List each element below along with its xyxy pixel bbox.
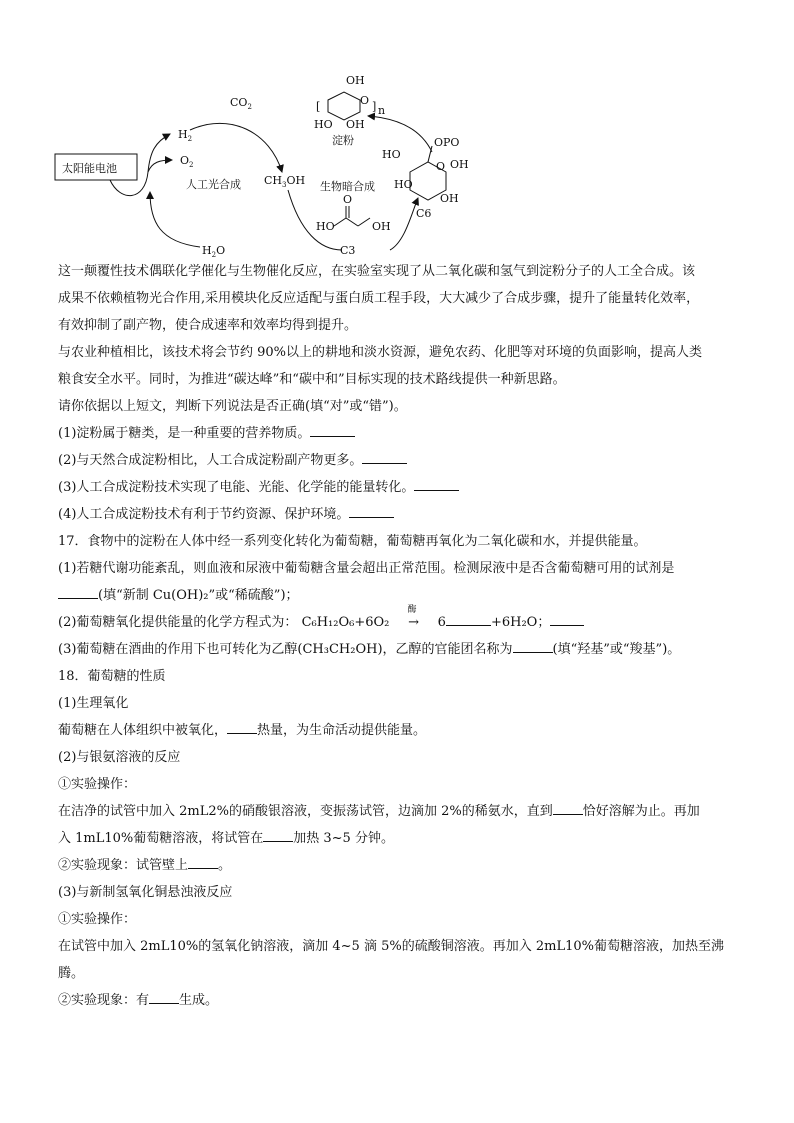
- q18-sub3-op: ①实验操作：: [58, 912, 137, 927]
- svg-text:]: ]: [372, 100, 377, 113]
- co2-label: $CO_2$: [230, 96, 252, 111]
- q18-sub3-phenomenon: ②实验现象：有 生成。: [58, 987, 748, 1014]
- arrow-c6-starch: [368, 116, 432, 152]
- svg-text:OH: OH: [450, 158, 469, 171]
- svg-text:HO: HO: [314, 118, 333, 131]
- passage: [58, 258, 748, 1014]
- svg-text:O: O: [343, 193, 353, 206]
- answer-blank[interactable]: [263, 827, 293, 842]
- q16-item-1: (1)淀粉属于糖类，是一种重要的营养物质。: [58, 420, 748, 447]
- q18-sub1: (1)生理氧化: [58, 696, 129, 711]
- answer-blank[interactable]: [58, 584, 98, 599]
- q18-sub2-phenomenon: ②实验现象：试管壁上 。: [58, 852, 748, 879]
- q18-sub2-line1: 在洁净的试管中加入 2mL2%的硝酸银溶液，变振荡试管，边滴加 2%的稀氨水，直到 恰好溶解为止。再加: [58, 798, 748, 825]
- svg-text:OPO: OPO: [434, 136, 460, 149]
- answer-blank[interactable]: [227, 719, 257, 734]
- artificial-photosynthesis-label: 人工光合成: [186, 178, 241, 191]
- h2o-label: $H_2O$: [202, 244, 226, 259]
- answer-blank[interactable]: [553, 800, 583, 815]
- answer-blank[interactable]: [310, 422, 355, 437]
- arrow-h2o: [150, 192, 200, 247]
- q18-sub2-op: ①实验操作：: [58, 777, 137, 792]
- bio-dark-synthesis-label: 生物暗合成: [320, 180, 375, 193]
- q18-sub3: (3)与新制氢氧化铜悬浊液反应: [58, 885, 233, 900]
- answer-blank[interactable]: [188, 854, 218, 869]
- c6-label: C6: [416, 207, 432, 220]
- svg-text:HO: HO: [394, 178, 413, 191]
- q16-item-2: (2)与天然合成淀粉相比，人工合成淀粉副产物更多。: [58, 447, 748, 474]
- svg-text:n: n: [378, 104, 386, 117]
- svg-text:HO: HO: [382, 148, 401, 161]
- instruction-line: 请你依据以上短文，判断下列说法是否正确(填“对”或“错”)。: [58, 399, 407, 414]
- q18-sub1-text: 葡萄糖在人体组织中被氧化， 热量，为生命活动提供能量。: [58, 717, 748, 744]
- q18-sub3-line1: 在试管中加入 2mL10%的氢氧化钠溶液，滴加 4~5 滴 5%的硫酸铜溶液。再加入 2mL10%葡萄糖溶液，加热至沸: [58, 939, 724, 954]
- q17-part1-line1: (1)若糖代谢功能紊乱，则血液和尿液中葡萄糖含量会超出正常范围。检测尿液中是否含葡萄糖可用的试剂是: [58, 561, 675, 576]
- starch-label: 淀粉: [332, 134, 354, 147]
- q18-sub3-line2: 腾。: [58, 966, 85, 981]
- svg-text:[: [: [316, 100, 321, 113]
- answer-blank[interactable]: [362, 449, 407, 464]
- svg-text:O: O: [436, 160, 446, 173]
- ch3oh-label: $CH_3OH$: [264, 174, 306, 189]
- o2-label: $O_2$: [180, 154, 194, 169]
- svg-text:OH: OH: [372, 220, 391, 233]
- starch-structure: [314, 74, 385, 147]
- reaction-arrow: 酶 →: [407, 605, 419, 630]
- answer-blank[interactable]: [550, 611, 584, 626]
- paragraph-line: 粮食安全水平。同时，为推进“碳达峰”和“碳中和”目标实现的技术路线提供一种新思路。: [58, 372, 566, 387]
- arrow-to-ch3oh: [190, 123, 282, 172]
- q16-item-4: (4)人工合成淀粉技术有利于节约资源、保护环境。: [58, 501, 748, 528]
- q17-part1-line2: (填“新制 Cu(OH)₂”或“稀硫酸”)；: [58, 582, 748, 609]
- arrow-c3-c6: [390, 198, 418, 250]
- q18-sub2: (2)与银氨溶液的反应: [58, 750, 181, 765]
- q16-item-3: (3)人工合成淀粉技术实现了电能、光能、化学能的能量转化。: [58, 474, 748, 501]
- svg-text:OH: OH: [440, 192, 459, 205]
- answer-blank[interactable]: [349, 503, 394, 518]
- svg-text:O: O: [360, 94, 370, 107]
- h2-label: $H_2$: [178, 128, 193, 143]
- q18-stem: 18．葡萄糖的性质: [58, 669, 166, 684]
- paragraph-line: 成果不依赖植物光合作用,采用模块化反应适配与蛋白质工程手段，大大减少了合成步骤，提升了能量转化效率，: [58, 291, 700, 306]
- c6-structure: [382, 136, 469, 220]
- paragraph-line: 与农业种植相比，该技术将会节约 90%以上的耕地和淡水资源，避免农药、化肥等对环境的负面影响，提高人类: [58, 345, 703, 360]
- answer-blank[interactable]: [446, 611, 491, 626]
- answer-blank[interactable]: [414, 476, 459, 491]
- answer-blank[interactable]: [513, 638, 553, 653]
- q17-stem: 17．食物中的淀粉在人体中经一系列变化转化为葡萄糖，葡萄糖再氧化为二氧化碳和水，并提供能量。: [58, 534, 647, 549]
- paragraph-line: 有效抑制了副产物，使合成速率和效率均得到提升。: [58, 318, 358, 333]
- c3-label: C3: [340, 244, 356, 257]
- arrow-to-o2: [148, 160, 172, 172]
- starch-synthesis-diagram: [50, 72, 610, 262]
- q18-sub2-line2: 入 1mL10%葡萄糖溶液，将试管在 加热 3~5 分钟。: [58, 825, 748, 852]
- svg-text:HO: HO: [316, 220, 335, 233]
- paragraph-line: 这一颠覆性技术偶联化学催化与生物催化反应，在实验室实现了从二氧化碳和氢气到淀粉分子的人工全合成。该: [58, 264, 696, 279]
- answer-blank[interactable]: [149, 989, 179, 1004]
- svg-text:OH: OH: [346, 74, 365, 87]
- q17-part3: (3)葡萄糖在酒曲的作用下也可转化为乙醇(CH₃CH₂OH)，乙醇的官能团名称为 (填“羟基”或“羧基”)。: [58, 636, 748, 663]
- solar-cell-label: 太阳能电池: [62, 162, 117, 175]
- q17-part2: (2)葡萄糖氧化提供能量的化学方程式为： C₆H₁₂O₆+6O₂ 酶 → 6 +6H₂O；: [58, 609, 748, 636]
- svg-text:OH: OH: [346, 118, 365, 131]
